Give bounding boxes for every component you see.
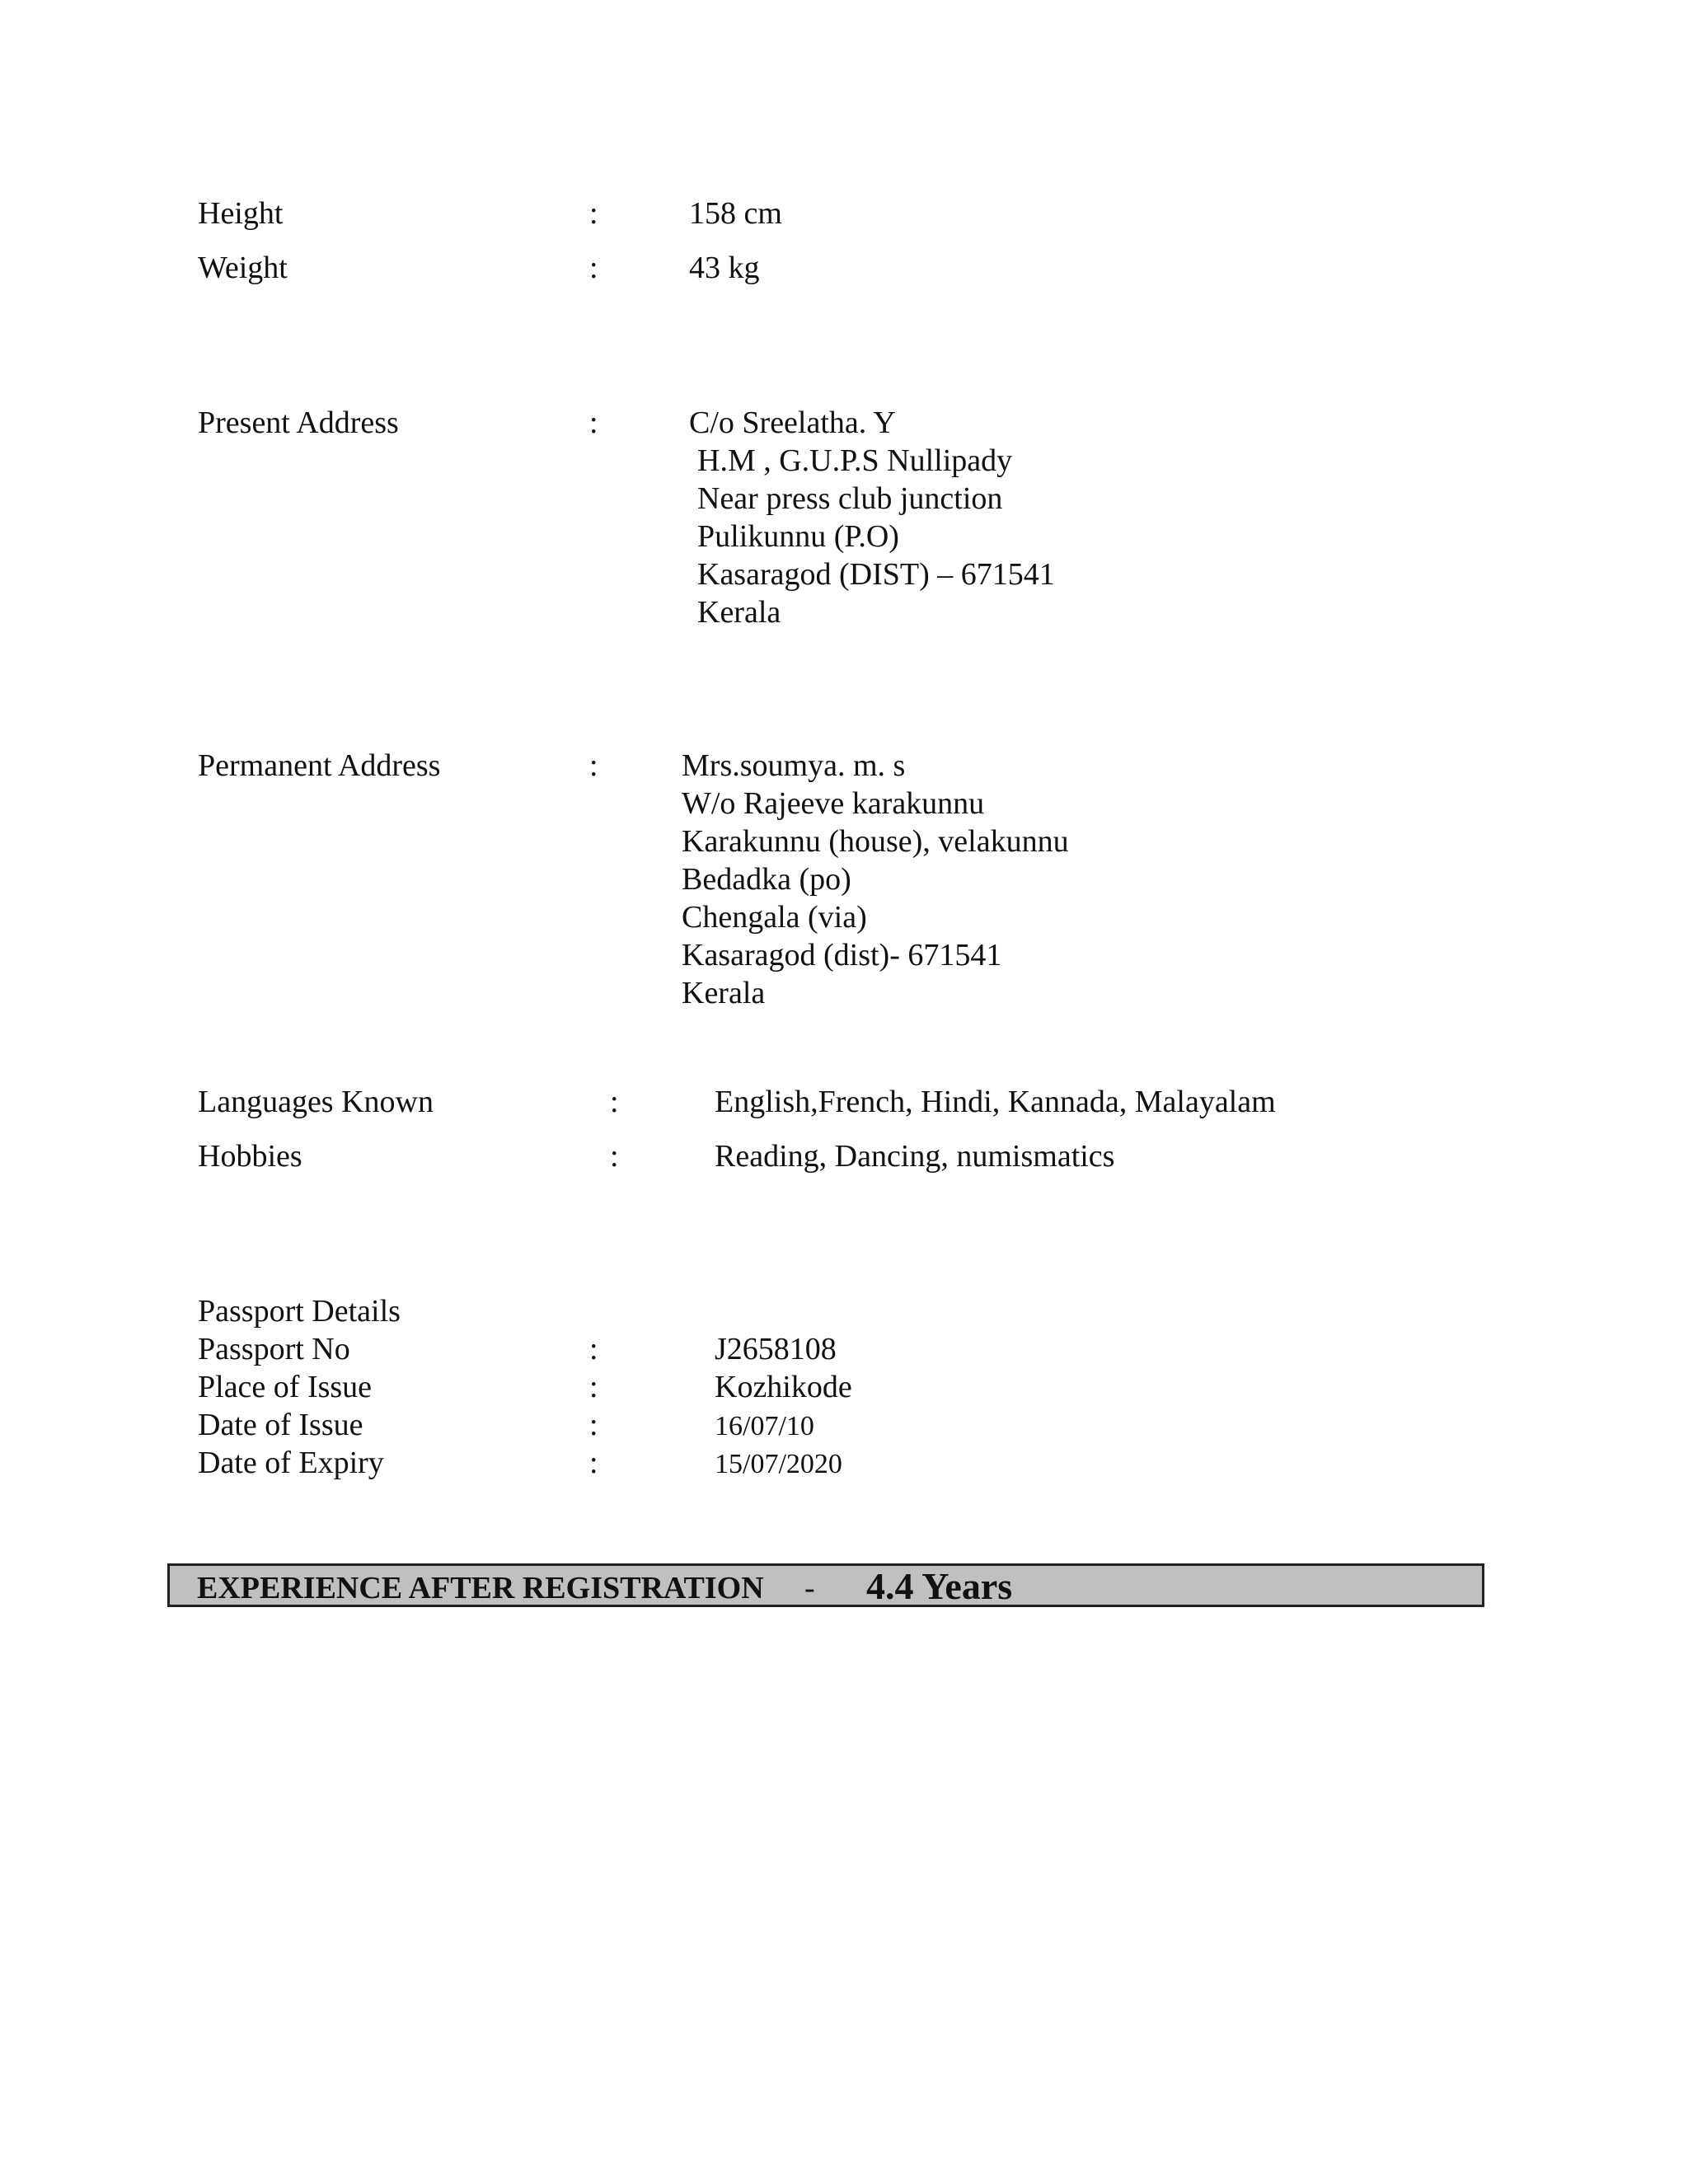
date-of-expiry-value: 15/07/2020 (715, 1449, 842, 1479)
experience-value: 4.4 Years (866, 1565, 1013, 1607)
weight-colon: : (589, 251, 598, 285)
hobbies-label: Hobbies (198, 1139, 302, 1174)
weight-value: 43 kg (689, 251, 760, 285)
languages-label: Languages Known (198, 1085, 434, 1119)
present-address-label: Present Address (198, 405, 399, 440)
permanent-address-line: Kerala (682, 976, 766, 1010)
permanent-address-label: Permanent Address (198, 748, 441, 783)
present-address-line: C/o Sreelatha. Y (689, 405, 896, 440)
permanent-address-line: W/o Rajeeve karakunnu (682, 786, 985, 821)
date-of-issue-colon: : (589, 1408, 598, 1442)
passport-no-label: Passport No (198, 1332, 350, 1366)
languages-value: English,French, Hindi, Kannada, Malayalam (715, 1085, 1276, 1119)
permanent-address-line: Karakunnu (house), velakunnu (682, 824, 1069, 859)
permanent-address-line: Mrs.soumya. m. s (682, 748, 906, 783)
date-of-expiry-colon: : (589, 1446, 598, 1480)
hobbies-value: Reading, Dancing, numismatics (715, 1139, 1115, 1174)
weight-label: Weight (198, 251, 288, 285)
present-address-colon: : (589, 405, 598, 440)
date-of-issue-label: Date of Issue (198, 1408, 363, 1442)
hobbies-colon: : (610, 1139, 619, 1174)
present-address-line: Pulikunnu (P.O) (697, 519, 899, 554)
date-of-expiry-label: Date of Expiry (198, 1446, 384, 1480)
passport-no-colon: : (589, 1332, 598, 1366)
experience-dash: - (804, 1571, 815, 1605)
height-colon: : (589, 196, 598, 231)
present-address-line: Near press club junction (697, 481, 1003, 516)
permanent-address-line: Bedadka (po) (682, 862, 851, 897)
permanent-address-colon: : (589, 748, 598, 783)
experience-label: EXPERIENCE AFTER REGISTRATION (197, 1571, 764, 1605)
passport-heading: Passport Details (198, 1294, 401, 1329)
place-of-issue-label: Place of Issue (198, 1370, 373, 1404)
date-of-issue-value: 16/07/10 (715, 1411, 814, 1441)
permanent-address-line: Chengala (via) (682, 900, 867, 935)
present-address-line: Kasaragod (DIST) – 671541 (697, 557, 1055, 592)
present-address-line: Kerala (697, 595, 781, 630)
place-of-issue-colon: : (589, 1370, 598, 1404)
place-of-issue-value: Kozhikode (715, 1370, 852, 1404)
height-label: Height (198, 196, 284, 231)
experience-banner (167, 1563, 1484, 1607)
present-address-line: H.M , G.U.P.S Nullipady (697, 443, 1013, 478)
passport-no-value: J2658108 (715, 1332, 837, 1366)
languages-colon: : (610, 1085, 619, 1119)
permanent-address-line: Kasaragod (dist)- 671541 (682, 938, 1002, 972)
height-value: 158 cm (689, 196, 782, 231)
